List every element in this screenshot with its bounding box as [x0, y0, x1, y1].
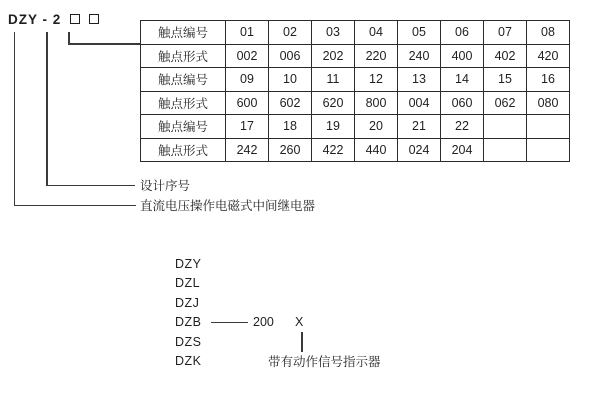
value-cell: 20	[355, 115, 398, 139]
connector-line-contact-horizontal	[68, 43, 140, 45]
row-label-cell: 触点编号	[141, 68, 226, 92]
value-cell: 17	[226, 115, 269, 139]
value-cell: 10	[269, 68, 312, 92]
dzb-suffix: X	[295, 315, 304, 329]
value-cell: 15	[484, 68, 527, 92]
model-code	[8, 12, 99, 27]
value-cell: 260	[269, 138, 312, 162]
value-cell: 07	[484, 21, 527, 45]
value-cell: 242	[226, 138, 269, 162]
value-cell: 024	[398, 138, 441, 162]
connector-line-device-vertical	[14, 32, 16, 205]
list-item-dzj: DZJ	[175, 296, 200, 310]
placeholder-box-2	[89, 14, 99, 24]
connector-line-device-horizontal	[14, 205, 136, 207]
value-cell: 01	[226, 21, 269, 45]
table-row	[141, 138, 570, 162]
device-name-label: 直流电压操作电磁式中间继电器	[140, 199, 316, 213]
suffix-connector-line	[301, 332, 303, 352]
value-cell: 420	[527, 44, 570, 68]
value-cell: 02	[269, 21, 312, 45]
design-serial-label: 设计序号	[140, 179, 191, 193]
value-cell: 402	[484, 44, 527, 68]
value-cell: 440	[355, 138, 398, 162]
value-cell: 006	[269, 44, 312, 68]
value-cell	[484, 115, 527, 139]
list-item-dzb: DZB	[175, 315, 202, 329]
value-cell: 202	[312, 44, 355, 68]
value-cell: 060	[441, 91, 484, 115]
value-cell: 05	[398, 21, 441, 45]
value-cell: 004	[398, 91, 441, 115]
value-cell: 06	[441, 21, 484, 45]
value-cell: 19	[312, 115, 355, 139]
value-cell: 800	[355, 91, 398, 115]
value-cell: 002	[226, 44, 269, 68]
value-cell: 04	[355, 21, 398, 45]
list-item-dzs: DZS	[175, 335, 202, 349]
value-cell: 22	[441, 115, 484, 139]
row-label-cell: 触点形式	[141, 91, 226, 115]
table-row	[141, 44, 570, 68]
value-cell: 21	[398, 115, 441, 139]
row-label-cell: 触点编号	[141, 115, 226, 139]
row-label-cell: 触点形式	[141, 138, 226, 162]
value-cell: 204	[441, 138, 484, 162]
list-item-dzl: DZL	[175, 276, 201, 290]
table-row	[141, 68, 570, 92]
value-cell: 16	[527, 68, 570, 92]
value-cell: 13	[398, 68, 441, 92]
row-label-cell: 触点形式	[141, 44, 226, 68]
value-cell: 03	[312, 21, 355, 45]
value-cell: 08	[527, 21, 570, 45]
list-item-dzk: DZK	[175, 354, 202, 368]
value-cell: 080	[527, 91, 570, 115]
contact-table	[140, 20, 570, 162]
value-cell: 12	[355, 68, 398, 92]
placeholder-box-1	[70, 14, 80, 24]
value-cell: 240	[398, 44, 441, 68]
value-cell: 600	[226, 91, 269, 115]
value-cell: 11	[312, 68, 355, 92]
value-cell: 620	[312, 91, 355, 115]
table-row	[141, 115, 570, 139]
connector-line-serial-vertical	[46, 32, 48, 185]
value-cell: 602	[269, 91, 312, 115]
value-cell: 422	[312, 138, 355, 162]
value-cell: 09	[226, 68, 269, 92]
value-cell	[484, 138, 527, 162]
value-cell: 062	[484, 91, 527, 115]
model-code-text: DZY - 2	[8, 12, 62, 27]
row-label-cell: 触点编号	[141, 21, 226, 45]
dzb-connector-line	[211, 322, 248, 324]
action-indicator-note: 带有动作信号指示器	[268, 355, 381, 369]
value-cell	[527, 138, 570, 162]
table-row	[141, 21, 570, 45]
value-cell: 220	[355, 44, 398, 68]
connector-line-serial-horizontal	[46, 185, 135, 187]
value-cell: 14	[441, 68, 484, 92]
table-row	[141, 91, 570, 115]
value-cell: 18	[269, 115, 312, 139]
value-cell	[527, 115, 570, 139]
dzb-value: 200	[253, 315, 274, 329]
list-item-dzy: DZY	[175, 257, 202, 271]
value-cell: 400	[441, 44, 484, 68]
